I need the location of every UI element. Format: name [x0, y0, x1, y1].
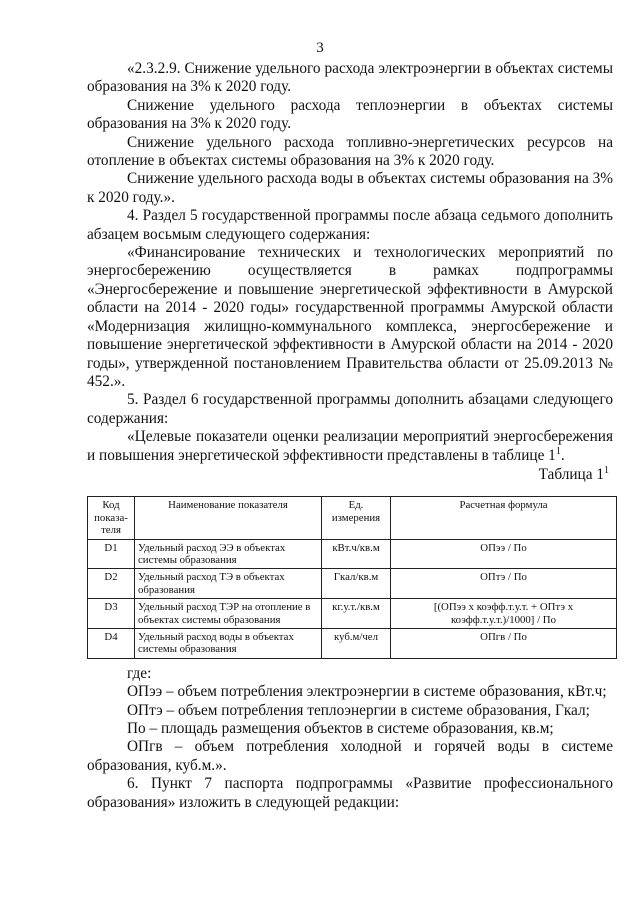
table-row: [88, 539, 617, 569]
paragraph: ОПтэ – объем потребления теплоэнергии в системе образования, Гкал;: [127, 701, 590, 719]
table-intro-text: «Целевые показатели оценки реализации мероприятий энергосбережения и повышения энергетической эффективности представлены в таблице 1: [87, 428, 613, 464]
cell-name: Удельный расход ТЭ в объектах образования: [135, 569, 322, 599]
cell-name: Удельный расход ЭЭ в объектах системы образования: [135, 539, 322, 569]
column-header-name: Наименование показателя: [135, 497, 322, 539]
cell-unit: кг.у.т./кв.м: [322, 599, 391, 629]
cell-unit: куб.м/чел: [322, 629, 391, 659]
cell-unit: Гкал/кв.м: [322, 569, 391, 599]
page-number: 3: [316, 40, 324, 56]
cell-code: D1: [88, 539, 135, 569]
table-row: [88, 629, 617, 659]
column-header-formula: Расчетная формула: [391, 497, 617, 539]
paragraph: ОПээ – объем потребления электроэнергии в системе образования, кВт.ч;: [127, 683, 607, 701]
table-caption-text: Таблица 1: [538, 465, 604, 483]
table-header-row: [88, 497, 617, 539]
table-intro-end: .: [560, 446, 565, 464]
paragraph: ОПгв – объем потребления холодной и горячей воды в системе образования, куб.м.».: [87, 738, 613, 774]
paragraph: По – площадь размещения объектов в системе образования, кв.м;: [127, 720, 554, 738]
paragraph: 5. Раздел 6 государственной программы дополнить абзацами следующего содержания:: [87, 391, 613, 427]
paragraph: Снижение удельного расхода теплоэнергии в объектах системы образования на 3% к 2020 году.: [87, 96, 613, 133]
paragraph: «Финансирование технических и технологических мероприятий по энергосбережению осуществляется в рамках подпрограммы «Энергосбережение и повышение энергетической эффективности в Амурской области на 2014 - 2020 годы» государственной программы Амурской области «Модернизация жилищно-коммунального комплекса, энергосбережение и повышение энергетической эффективности в Амурской области на 2014 - 2020 годы», утвержденной постановлением Правительства области от 25.09.2013 № 452.».: [87, 244, 613, 390]
document-body: [87, 60, 613, 812]
paragraph: где:: [127, 664, 152, 682]
column-header-code: Код показа-теля: [88, 497, 135, 539]
cell-unit: кВт.ч/кв.м: [322, 539, 391, 569]
table-intro-paragraph: [87, 428, 613, 465]
cell-formula: ОПээ / По: [391, 539, 617, 569]
cell-formula: ОПгв / По: [391, 629, 617, 659]
footnote-marker: 1: [555, 445, 561, 457]
paragraph: Снижение удельного расхода воды в объектах системы образования на 3% к 2020 году.».: [87, 170, 613, 206]
table-caption: [87, 466, 613, 484]
cell-name: Удельный расход ТЭР на отопление в объектах системы образования: [135, 599, 322, 629]
column-header-unit: Ед. измерения: [322, 497, 391, 539]
cell-formula: ОПтэ / По: [391, 569, 617, 599]
cell-code: D2: [88, 569, 135, 599]
after-table-section: [87, 665, 613, 812]
cell-formula: [(ОПээ х коэфф.т.у.т. + ОПтэ х коэфф.т.у.т.)/1000] / По: [391, 599, 617, 629]
paragraph: 4. Раздел 5 государственной программы после абзаца седьмого дополнить абзацем восьмым следующего содержания:: [87, 207, 613, 243]
cell-name: Удельный расход воды в объектах системы образования: [135, 629, 322, 659]
paragraph: Снижение удельного расхода топливно-энергетических ресурсов на отопление в объектах системы образования на 3% к 2020 году.: [87, 133, 613, 170]
paragraph: «2.3.2.9. Снижение удельного расхода электроэнергии в объектах системы образования на 3% к 2020 году.: [87, 60, 613, 96]
cell-code: D3: [88, 599, 135, 629]
table-row: [88, 569, 617, 599]
cell-code: D4: [88, 629, 135, 659]
footnote-marker: 1: [604, 464, 609, 476]
paragraph: 6. Пункт 7 паспорта подпрограммы «Развитие профессионального образования» изложить в следующей редакции:: [87, 775, 613, 811]
table-row: [88, 599, 617, 629]
indicators-table: [87, 496, 617, 658]
